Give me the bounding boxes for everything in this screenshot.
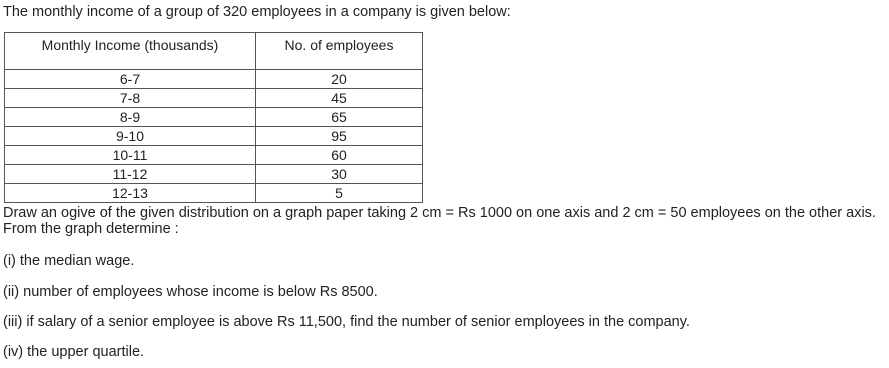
- income-cell: 11-12: [5, 165, 256, 184]
- employees-cell: 20: [256, 70, 423, 89]
- question-part-iv: (iv) the upper quartile.: [3, 344, 145, 360]
- table-row: [5, 127, 423, 146]
- instructions: [3, 205, 876, 237]
- table-header-row: [5, 33, 423, 70]
- instruction-line-1: Draw an ogive of the given distribution on a graph paper taking 2 cm = Rs 1000 on one axis and 2 cm = 50 employees on the other axis.: [3, 205, 876, 221]
- income-cell: 7-8: [5, 89, 256, 108]
- table-row: [5, 108, 423, 127]
- income-cell: 12-13: [5, 184, 256, 203]
- table-row: [5, 70, 423, 89]
- table-row: [5, 165, 423, 184]
- instruction-line-2: From the graph determine :: [3, 221, 179, 237]
- employees-cell: 65: [256, 108, 423, 127]
- employees-cell: 45: [256, 89, 423, 108]
- income-cell: 6-7: [5, 70, 256, 89]
- intro-text: The monthly income of a group of 320 employees in a company is given below:: [3, 4, 511, 20]
- table-row: [5, 146, 423, 165]
- employees-cell: 5: [256, 184, 423, 203]
- frequency-table: [4, 32, 423, 203]
- income-cell: 9-10: [5, 127, 256, 146]
- question-part-iii: (iii) if salary of a senior employee is above Rs 11,500, find the number of senior employees in the company.: [3, 314, 690, 330]
- table-row: [5, 89, 423, 108]
- income-cell: 8-9: [5, 108, 256, 127]
- employees-cell: 30: [256, 165, 423, 184]
- income-cell: 10-11: [5, 146, 256, 165]
- header-monthly-income: Monthly Income (thousands): [5, 33, 256, 70]
- header-no-of-employees: No. of employees: [256, 33, 423, 70]
- employees-cell: 95: [256, 127, 423, 146]
- question-part-i: (i) the median wage.: [3, 253, 135, 269]
- table-row: [5, 184, 423, 203]
- question-part-ii: (ii) number of employees whose income is below Rs 8500.: [3, 284, 378, 300]
- employees-cell: 60: [256, 146, 423, 165]
